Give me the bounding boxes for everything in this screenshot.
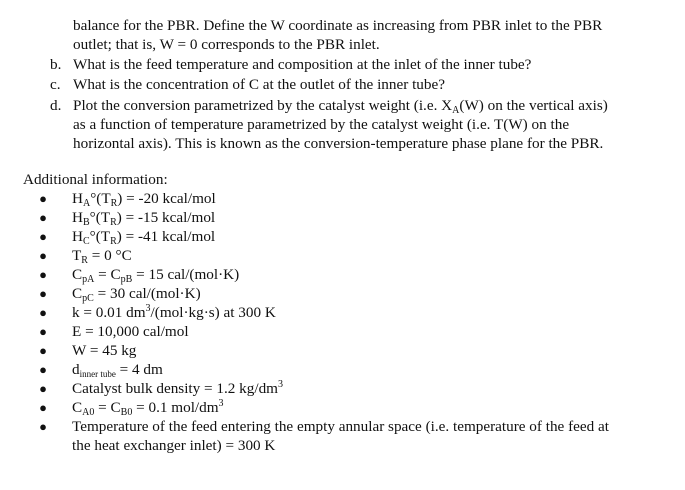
list-item-e [36,322,666,341]
bullet-icon: ● [39,267,47,282]
tr-symbol: T [72,247,82,264]
k-sup: 3 [145,303,151,314]
k-value: k = 0.01 dm [72,304,146,321]
rho-value: Catalyst bulk density = 1.2 kg/dm [72,380,278,397]
continuation-text [73,16,663,54]
question-c-marker: c. [50,76,61,93]
hc-value: ) = -41 kcal/mol [116,228,216,245]
continuation-line-2: outlet; that is, W = 0 corresponds to the PBR inlet. [73,36,380,53]
rho-sup: 3 [278,379,283,390]
cpa-sub: pA [82,274,95,285]
list-item-cpab [36,265,666,284]
question-d-line-2: as a function of temperature parametrized by the catalyst weight (i.e. T(W) on the [73,116,570,133]
bullet-icon: ● [39,286,47,301]
cpc-value: = 30 cal/(mol·K) [93,285,201,302]
hb-sub: B [82,217,90,228]
tfeed-line-1: Temperature of the feed entering the empty annular space (i.e. temperature of the feed at [72,418,609,435]
tfeed-line-2: the heat exchanger inlet) = 300 K [72,437,276,454]
list-item-hb [36,208,666,227]
hb-symbol: H [72,209,83,226]
d-sub: inner tube [79,369,116,379]
ha-sub: A [82,198,91,209]
cpb-symbol: = C [94,266,121,283]
cb0-symbol: = C [94,399,121,416]
ca0-symbol: C [72,399,83,416]
list-item-cpc [36,284,666,303]
bullet-icon: ● [39,210,47,225]
hc-sub-r: R [110,236,117,247]
continuation-line-1: balance for the PBR. Define the W coordinate as increasing from PBR inlet to the PBR [73,17,603,34]
hb-value: ) = -15 kcal/mol [116,209,216,226]
list-item-c0 [36,398,666,417]
question-b-marker: b. [50,56,62,73]
k-units: /(mol·kg·s) at 300 K [150,304,276,321]
bullet-icon: ● [39,381,47,396]
list-item-rho [36,379,666,398]
bullet-icon: ● [39,400,47,415]
question-d-line-1-start: Plot the conversion parametrized by the catalyst weight (i.e. X [73,97,453,114]
question-d-line-3: horizontal axis). This is known as the conversion-temperature phase plane for the PBR. [73,135,604,152]
w-value: W = 45 kg [72,342,137,359]
ha-deg: °(T [90,190,111,207]
bullet-icon: ● [39,419,47,434]
bullet-icon: ● [39,248,47,263]
additional-info-list [36,189,666,455]
list-item-hc [36,227,666,246]
bullet-icon: ● [39,305,47,320]
bullet-icon: ● [39,324,47,339]
cpab-value: = 15 cal/(mol·K) [132,266,240,283]
ha-value: ) = -20 kcal/mol [117,190,216,207]
e-value: E = 10,000 cal/mol [72,323,189,340]
cpc-sub: pC [82,293,94,304]
hb-sub-r: R [110,217,117,228]
list-item-tr [36,246,666,265]
cpa-symbol: C [72,266,83,283]
bullet-icon: ● [39,343,47,358]
list-item-w [36,341,666,360]
list-item-k [36,303,666,322]
question-d-sub-a: A [452,105,460,116]
c0-sup: 3 [218,398,224,409]
hc-sub: C [82,236,90,247]
ha-symbol: H [72,190,83,207]
hc-symbol: H [72,228,83,245]
list-item-tfeed [36,417,666,455]
d-symbol: d [72,361,80,378]
c0-value: = 0.1 mol/dm [132,399,219,416]
cb0-sub: B0 [120,407,133,418]
list-item-ha [36,189,666,208]
ha-sub-r: R [110,198,118,209]
question-d-marker: d. [50,97,62,114]
tr-sub: R [81,255,88,266]
question-c-text: What is the concentration of C at the outlet of the inner tube? [73,76,445,93]
question-d-line-1 [73,96,658,115]
additional-info-heading: Additional information: [23,171,168,188]
d-value: = 4 dm [115,361,163,378]
bullet-icon: ● [39,362,47,377]
bullet-icon: ● [39,191,47,206]
question-d-line-1-end: (W) on the vertical axis) [459,97,608,114]
bullet-icon: ● [39,229,47,244]
ca0-sub: A0 [82,407,95,418]
cpc-symbol: C [72,285,83,302]
hc-deg: °(T [89,228,111,245]
cpb-sub: pB [120,274,133,285]
question-b-text: What is the feed temperature and composition at the inlet of the inner tube? [73,56,532,73]
question-d-text [73,96,658,153]
hb-deg: °(T [89,209,111,226]
tr-value: = 0 °C [87,247,132,264]
list-item-d [36,360,666,379]
